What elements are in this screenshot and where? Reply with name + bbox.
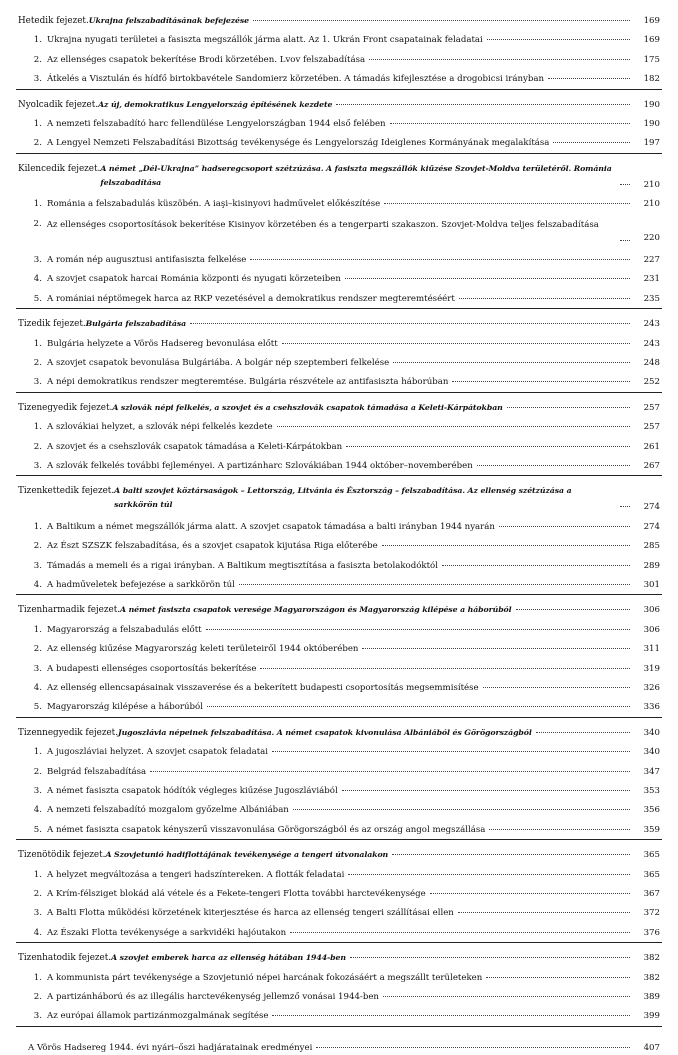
entry-number: 3. <box>33 74 42 85</box>
entry-label <box>22 253 246 267</box>
entry-number: 4. <box>33 683 42 693</box>
leader-dots <box>207 698 630 707</box>
leader-dots <box>239 576 630 585</box>
entry-number: 3. <box>33 461 42 471</box>
entry-label <box>22 440 342 454</box>
page-number: 169 <box>643 35 660 46</box>
entry-text: Az ellenség kiűzése Magyarország keleti területeiről 1944 októberében <box>47 644 359 655</box>
page-number: 235 <box>643 293 660 304</box>
leader-dots <box>486 969 630 978</box>
entry-label <box>22 662 256 676</box>
chapter-heading[interactable] <box>18 98 660 112</box>
entry-number: 1. <box>33 624 42 635</box>
toc-entry[interactable] <box>22 459 660 473</box>
page-number: 197 <box>643 138 660 149</box>
closing-entry[interactable] <box>28 1041 660 1055</box>
chapter-label <box>18 603 512 617</box>
page-number: 252 <box>643 377 660 388</box>
toc-entry[interactable] <box>22 33 660 47</box>
chapter-label <box>18 317 186 331</box>
entry-text: A román nép augusztusi antifasiszta felkelése <box>47 255 247 265</box>
chapter-title: A német fasiszta csapatok veresége Magyarországon és Magyarország kilépése a háborúból <box>120 605 512 615</box>
page-number: 267 <box>643 461 660 471</box>
leader-dots <box>277 418 630 427</box>
section-divider <box>16 89 662 90</box>
leader-dots <box>384 195 630 204</box>
entry-text: A Krím-félsziget blokád alá vétele és a Fekete-tengeri Flotta további harctevékenysége <box>47 889 426 899</box>
entry-text: Belgrád felszabadítása <box>47 766 147 777</box>
entry-label <box>22 292 455 306</box>
section-divider <box>16 392 662 393</box>
leader-dots <box>382 537 630 546</box>
entry-label <box>22 745 268 759</box>
toc-entry[interactable] <box>22 784 660 798</box>
chapter-name: Kilencedik fejezet. <box>18 163 101 174</box>
chapter-title: Bulgária felszabadítása <box>85 319 187 329</box>
page-number: 274 <box>643 502 660 513</box>
page-number: 248 <box>643 358 660 368</box>
leader-dots <box>620 232 630 241</box>
toc-entry[interactable] <box>22 681 660 695</box>
chapter-name: Tizennegyedik fejezet. <box>18 727 119 738</box>
toc-entry[interactable] <box>22 559 660 573</box>
entry-label <box>22 765 146 779</box>
leader-dots <box>272 743 630 752</box>
toc-entry[interactable] <box>22 253 660 267</box>
entry-text: A romániai néptömegek harca az RKP vezetésével a demokratikus rendszer megteremtéséért <box>47 293 455 304</box>
leader-dots <box>390 115 630 124</box>
chapter-title: A balti szovjet köztársaságok – Lettország, Litvánia és Észtország – felszabadítása. Az ellenség szétzúzása a sarkkörön túl <box>114 486 572 510</box>
section-divider <box>16 942 662 943</box>
toc-entry[interactable] <box>22 745 660 759</box>
leader-dots <box>206 621 630 630</box>
entry-label <box>22 420 273 434</box>
chapter-title: A német „Dél-Ukrajna” hadseregcsoport szétzúzása. A fasiszta megszállók kiűzése Szovjet-Moldva területéről. Románia felszabadítása <box>100 163 612 187</box>
page-number: 227 <box>643 255 660 265</box>
chapter-label <box>18 726 532 740</box>
page-number: 407 <box>643 1042 660 1053</box>
toc-entry[interactable] <box>22 662 660 676</box>
entry-number: 1. <box>33 747 42 758</box>
entry-text: A Balti Flotta működési körzetének kiterjesztése és harca az ellenség tengeri szállításai ellen <box>47 908 454 919</box>
toc-entry[interactable] <box>22 272 660 286</box>
entry-label <box>22 337 278 351</box>
entry-text: Az Északi Flotta tevékenysége a sarkvidéki hajóutakon <box>47 927 287 938</box>
entry-label <box>22 559 438 573</box>
toc-entry[interactable] <box>22 375 660 389</box>
page-number: 231 <box>643 274 660 285</box>
section-divider <box>16 594 662 595</box>
entry-label <box>22 971 482 985</box>
entry-text: Átkelés a Visztulán és hídfő birtokbavétele Sandomierz körzetében. A támadás kifejlesztése a drogobicsi irányban <box>47 74 545 85</box>
chapter-title: Ukrajna felszabadításának befejezése <box>88 16 250 25</box>
toc-entry[interactable] <box>22 803 660 817</box>
page-number: 367 <box>643 889 660 899</box>
entry-number: 2. <box>33 992 42 1002</box>
entry-text: Az ellenség ellencsapásainak visszaverése és a bekerített budapesti csoportosítás megsemmisítése <box>47 683 479 693</box>
toc-entry[interactable] <box>22 539 660 553</box>
page-number: 190 <box>643 119 660 129</box>
chapter-name: Tizenkettedik fejezet. <box>18 486 115 497</box>
leader-dots <box>499 518 630 527</box>
section-divider <box>16 475 662 476</box>
leader-dots <box>458 904 630 913</box>
entry-text: Az Észt SZSZK felszabadítása, és a szovjet csapatok kijutása Riga előterébe <box>47 541 378 552</box>
entry-label <box>22 375 448 389</box>
section-divider <box>16 839 662 840</box>
page-number: 319 <box>643 663 660 674</box>
chapter-heading[interactable] <box>18 484 660 514</box>
toc-entry[interactable] <box>22 578 660 592</box>
entry-number: 5. <box>33 293 42 304</box>
chapter-label <box>18 848 388 862</box>
toc-entry[interactable] <box>22 217 660 253</box>
toc-entry[interactable] <box>22 136 660 150</box>
page-number: 182 <box>643 74 660 85</box>
toc-entry[interactable] <box>22 356 660 370</box>
entry-number: 1. <box>33 521 42 532</box>
page-number: 399 <box>643 1011 660 1022</box>
toc-entry[interactable] <box>22 197 660 211</box>
entry-label <box>22 681 479 695</box>
leader-dots <box>369 51 630 60</box>
page-number: 220 <box>643 232 660 243</box>
entry-number: 2. <box>33 766 42 777</box>
leader-dots <box>430 885 630 894</box>
chapter-heading[interactable] <box>18 848 660 862</box>
entry-text: Az európai államok partizánmozgalmának segítése <box>47 1011 269 1022</box>
chapter-heading[interactable] <box>18 14 660 28</box>
section-divider <box>16 717 662 718</box>
entry-text: A népi demokratikus rendszer megteremtése. Bulgária részvétele az antifasiszta háborúban <box>47 377 449 388</box>
leader-dots <box>553 134 630 143</box>
page-number: 372 <box>643 908 660 919</box>
leader-dots <box>487 31 630 40</box>
entry-text: Az ellenséges csapatok bekerítése Brodi körzetében. Lvov felszabadítása <box>47 54 366 65</box>
leader-dots <box>548 70 630 79</box>
entry-label <box>22 823 485 837</box>
page-number: 326 <box>643 683 660 693</box>
section-divider <box>16 153 662 154</box>
page-number: 210 <box>643 179 660 190</box>
page-number: 190 <box>643 99 660 110</box>
page-number: 243 <box>643 319 660 330</box>
entry-label <box>22 33 483 47</box>
entry-text: Románia a felszabadulás küszöbén. A iaşi–kisinyovi hadművelet előkészítése <box>47 199 381 210</box>
chapter-title: Jugoszlávia népeinek felszabadítása. A német csapatok kivonulása Albániából és Görögországból <box>118 727 532 737</box>
entry-label <box>22 356 389 370</box>
entry-text: A szovjet csapatok bevonulása Bulgáriába. A bolgár nép szeptemberi felkelése <box>47 358 390 368</box>
entry-number: 1. <box>33 338 42 349</box>
entry-label <box>22 520 495 534</box>
toc-entry[interactable] <box>22 117 660 131</box>
page-number: 365 <box>643 850 660 861</box>
entry-label <box>22 578 235 592</box>
page-number: 257 <box>643 402 660 413</box>
entry-number: 2. <box>33 138 42 149</box>
entry-label <box>22 700 203 714</box>
entry-text: A szlovákiai helyzet, a szlovák népi felkelés kezdete <box>47 422 273 433</box>
entry-number: 1. <box>33 35 42 46</box>
chapter-heading[interactable] <box>18 401 660 415</box>
leader-dots <box>536 724 630 733</box>
toc-entry[interactable] <box>22 887 660 901</box>
entry-number: 4. <box>33 580 42 590</box>
entry-number: 2. <box>33 54 42 65</box>
leader-dots <box>348 866 630 875</box>
chapter-name: Hetedik fejezet. <box>18 16 89 26</box>
entry-text: A jugoszláviai helyzet. A szovjet csapatok feladatai <box>47 747 269 758</box>
chapter-name: Tizenharmadik fejezet. <box>18 605 121 616</box>
entry-number: 2. <box>33 644 42 655</box>
entry-label <box>22 1009 268 1023</box>
entry-number: 1. <box>33 972 42 983</box>
entry-text: Ukrajna nyugati területei a fasiszta megszállók járma alatt. Az 1. Ukrán Front csapatainak feladatai <box>47 35 483 46</box>
page-number: 306 <box>643 605 660 616</box>
entry-label <box>22 72 544 86</box>
entry-label <box>22 117 386 131</box>
leader-dots <box>620 498 630 507</box>
entry-number: 3. <box>33 786 42 796</box>
page-number: 311 <box>643 644 660 655</box>
section-divider <box>16 308 662 309</box>
entry-label <box>22 926 286 940</box>
chapter-heading[interactable] <box>18 603 660 617</box>
page-number: 289 <box>643 560 660 571</box>
entry-label <box>22 803 289 817</box>
page-number: 301 <box>643 580 660 590</box>
entry-label <box>22 539 378 553</box>
toc-entry[interactable] <box>22 292 660 306</box>
chapter-name: Tizedik fejezet. <box>18 319 86 330</box>
entry-text: A helyzet megváltozása a tengeri hadszíntereken. A flották feladatai <box>47 869 345 880</box>
toc-entry[interactable] <box>22 72 660 86</box>
entry-number: 2. <box>33 889 42 899</box>
chapter-label <box>18 951 346 965</box>
toc-entry[interactable] <box>22 926 660 940</box>
entry-number: 3. <box>33 560 42 571</box>
page-number: 306 <box>643 624 660 635</box>
page-number: 243 <box>643 338 660 349</box>
page-number: 169 <box>643 16 660 26</box>
chapter-label <box>18 484 616 512</box>
chapter-title: Az új, demokratikus Lengyelország építésének kezdete <box>98 99 333 109</box>
chapter-label <box>18 401 503 415</box>
leader-dots <box>483 679 630 688</box>
page-number: 365 <box>643 869 660 880</box>
entry-number: 5. <box>33 824 42 835</box>
entry-number: 4. <box>33 927 42 938</box>
entry-text: A szlovák felkelés további fejleményei. A partizánharc Szlovákiában 1944 október–novemberében <box>47 461 473 471</box>
toc-entry[interactable] <box>22 823 660 837</box>
chapter-label <box>18 98 332 112</box>
toc-entry[interactable] <box>22 906 660 920</box>
page-number: 257 <box>643 422 660 433</box>
chapter-name: Tizenhatodik fejezet. <box>18 953 112 964</box>
leader-dots <box>272 1007 630 1016</box>
leader-dots <box>452 373 630 382</box>
entry-number: 2. <box>33 358 42 368</box>
leader-dots <box>350 949 630 958</box>
toc-entry[interactable] <box>22 420 660 434</box>
chapter-title: A szovjet emberek harca az ellenség hátában 1944-ben <box>111 953 346 963</box>
section-divider <box>16 1026 662 1027</box>
toc-entry[interactable] <box>22 1009 660 1023</box>
leader-dots <box>290 924 630 933</box>
toc-entry[interactable] <box>22 700 660 714</box>
leader-dots <box>459 290 630 299</box>
chapter-title: A szlovák népi felkelés, a szovjet és a csehszlovák csapatok támadása a Keleti-Kárpátokban <box>112 402 503 412</box>
entry-label <box>22 906 454 920</box>
leader-dots <box>345 270 630 279</box>
entry-number: 2. <box>33 541 42 552</box>
toc-entry[interactable] <box>22 53 660 67</box>
leader-dots <box>507 399 630 408</box>
entry-number: 1. <box>33 119 42 129</box>
leader-dots <box>293 801 630 810</box>
entry-text: A nemzeti felszabadító harc fellendülése Lengyelországban 1944 első felében <box>47 119 386 129</box>
entry-text: A német fasiszta csapatok kényszerű visszavonulása Görögországból és az ország angol megszállása <box>47 824 486 835</box>
toc-entry[interactable] <box>22 971 660 985</box>
leader-dots <box>190 315 630 324</box>
entry-text: A szovjet csapatok harcai Románia központi és nyugati körzeteiben <box>47 274 341 285</box>
leader-dots <box>362 640 630 649</box>
page-number: 285 <box>643 541 660 552</box>
entry-label <box>22 217 616 234</box>
entry-label <box>22 642 358 656</box>
page-number: 353 <box>643 786 660 796</box>
page-number: 356 <box>643 805 660 816</box>
page-number: 382 <box>643 972 660 983</box>
toc-entry[interactable] <box>22 623 660 637</box>
toc-entry[interactable] <box>22 642 660 656</box>
closing-text: A Vörös Hadsereg 1944. évi nyári–őszi hadjáratainak eredményei <box>28 1042 313 1053</box>
entry-text: Magyarország a felszabadulás előtt <box>47 624 202 635</box>
leader-dots <box>282 335 630 344</box>
entry-number: 2. <box>33 441 42 452</box>
toc-entry[interactable] <box>22 520 660 534</box>
entry-number: 1. <box>33 422 42 433</box>
page-number: 336 <box>643 702 660 713</box>
chapter-heading[interactable] <box>18 162 660 192</box>
entry-text: Magyarország kilépése a háborúból <box>47 702 203 713</box>
entry-label <box>22 53 365 67</box>
leader-dots <box>393 354 630 363</box>
toc-entry[interactable] <box>22 868 660 882</box>
chapter-name: Tizenegyedik fejezet. <box>18 402 113 413</box>
entry-label <box>22 887 426 901</box>
entry-number: 1. <box>33 199 42 210</box>
entry-label <box>22 623 202 637</box>
chapter-name: Tizenötödik fejezet. <box>18 850 106 861</box>
leader-dots <box>516 601 630 610</box>
entry-text: A Lengyel Nemzeti Felszabadítási Bizottság tevékenysége és Lengyelország Ideiglenes Kormányának megalakítása <box>47 138 550 149</box>
entry-label <box>22 990 379 1004</box>
chapter-heading[interactable] <box>18 726 660 740</box>
chapter-title: A Szovjetunió hadiflottájának tevékenysége a tengeri útvonalakon <box>105 850 389 860</box>
page-number: 210 <box>643 199 660 210</box>
leader-dots <box>336 96 630 105</box>
leader-dots <box>253 12 630 21</box>
page-number: 347 <box>643 766 660 777</box>
chapter-heading[interactable] <box>18 951 660 965</box>
entry-text: A nemzeti felszabadító mozgalom győzelme Albániában <box>47 805 289 816</box>
entry-text: Támadás a memeli és a rigai irányban. A Baltikum megtisztítása a fasiszta betolakodóktól <box>47 560 438 571</box>
leader-dots <box>489 821 630 830</box>
entry-label <box>22 197 380 211</box>
entry-text: A partizánháború és az illegális harctevékenység jellemző vonásai 1944-ben <box>47 992 379 1002</box>
chapter-heading[interactable] <box>18 317 660 331</box>
leader-dots <box>383 988 630 997</box>
entry-label <box>22 459 473 473</box>
entry-label <box>22 784 338 798</box>
page-number: 175 <box>643 54 660 65</box>
entry-number: 2. <box>33 218 42 229</box>
page-number: 261 <box>643 441 660 452</box>
entry-text: A német fasiszta csapatok hódítók végleges kiűzése Jugoszláviából <box>47 786 338 796</box>
entry-label <box>22 868 344 882</box>
entry-label <box>22 136 549 150</box>
toc-entry[interactable] <box>22 765 660 779</box>
toc-entry[interactable] <box>22 440 660 454</box>
entry-number: 4. <box>33 274 42 285</box>
chapter-label <box>18 162 616 190</box>
entry-text: A budapesti ellenséges csoportosítás bekerítése <box>47 663 257 674</box>
page-number: 359 <box>643 824 660 835</box>
leader-dots <box>442 557 630 566</box>
page-number: 340 <box>643 727 660 738</box>
leader-dots <box>477 457 630 466</box>
entry-text: A szovjet és a csehszlovák csapatok támadása a Keleti-Kárpátokban <box>47 441 343 452</box>
entry-number: 4. <box>33 805 42 816</box>
page-number: 340 <box>643 747 660 758</box>
entry-text: Az ellenséges csoportosítások bekerítése Kisinyov körzetében és a tengerparti szakaszon. Szovjet-Moldva teljes felszabadítása <box>46 219 599 230</box>
chapter-name: Nyolcadik fejezet. <box>18 99 99 110</box>
entry-number: 3. <box>33 255 42 265</box>
page-number: 389 <box>643 992 660 1002</box>
toc-entry[interactable] <box>22 337 660 351</box>
leader-dots <box>150 763 630 772</box>
entry-number: 3. <box>33 377 42 388</box>
leader-dots <box>620 176 630 185</box>
page-number: 382 <box>643 953 660 964</box>
entry-label <box>22 272 341 286</box>
leader-dots <box>250 251 630 260</box>
toc-entry[interactable] <box>22 990 660 1004</box>
entry-text: A Baltikum a német megszállók járma alatt. A szovjet csapatok támadása a balti irányban 1944 nyarán <box>47 521 495 532</box>
leader-dots <box>342 782 630 791</box>
entry-number: 1. <box>33 869 42 880</box>
entry-number: 3. <box>33 908 42 919</box>
page-number: 274 <box>643 521 660 532</box>
entry-text: A kommunista párt tevékenysége a Szovjetunió népei harcának fokozásáért a megszállt területeken <box>47 972 483 983</box>
leader-dots <box>316 1039 630 1048</box>
entry-number: 3. <box>33 1011 42 1022</box>
entry-text: A hadműveletek befejezése a sarkkörön túl <box>47 580 235 590</box>
page-number: 376 <box>643 927 660 938</box>
entry-number: 5. <box>33 702 42 713</box>
leader-dots <box>260 660 630 669</box>
entry-number: 3. <box>33 663 42 674</box>
leader-dots <box>392 846 630 855</box>
chapter-label <box>18 14 249 28</box>
entry-text: Bulgária helyzete a Vörös Hadsereg bevonulása előtt <box>47 338 278 349</box>
leader-dots <box>346 438 630 447</box>
